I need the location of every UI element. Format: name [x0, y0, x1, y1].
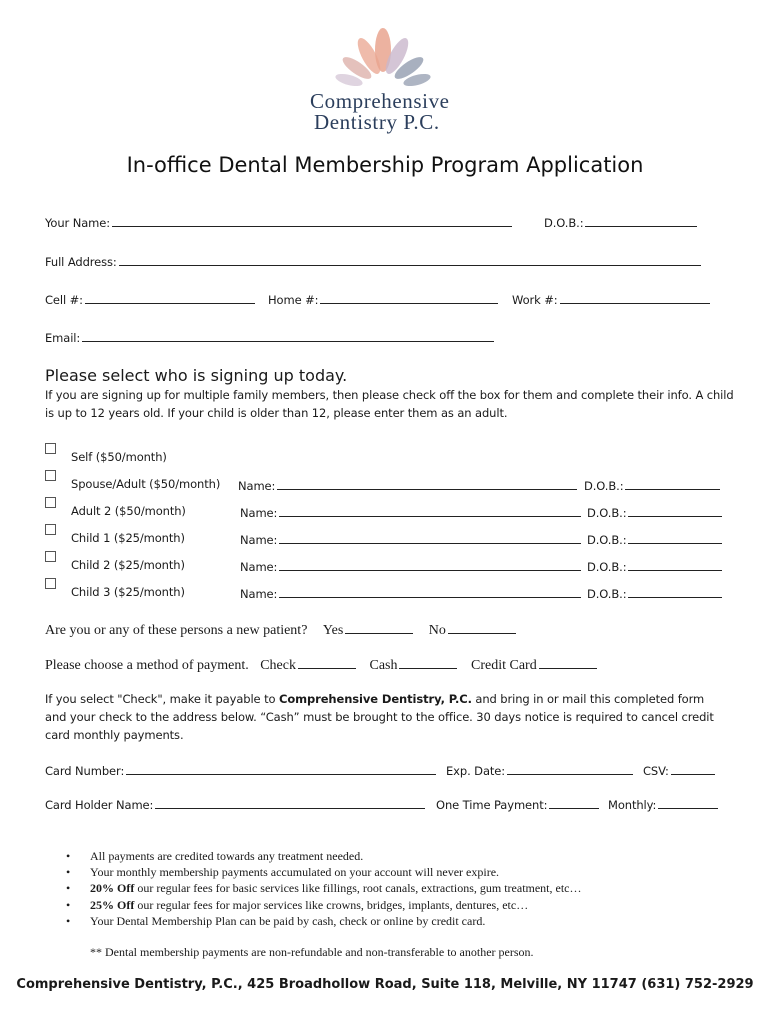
dob-label: D.O.B.: [544, 216, 584, 230]
option-label: Self ($50/month) [71, 450, 167, 464]
list-item [64, 913, 582, 929]
child3-dob-field[interactable] [587, 585, 724, 601]
dob-label: D.O.B.: [587, 587, 627, 601]
check-option[interactable] [260, 658, 358, 673]
company-logo [300, 26, 472, 136]
no-line[interactable] [448, 620, 516, 634]
name-label: Name: [240, 587, 278, 601]
email-field[interactable] [45, 329, 496, 345]
child1-name-field[interactable] [240, 531, 583, 547]
csv-field[interactable] [643, 762, 717, 778]
your-name-line[interactable] [112, 214, 512, 227]
option-label: Spouse/Adult ($50/month) [71, 477, 221, 491]
cash-label: Cash [369, 658, 398, 673]
name-line[interactable] [279, 585, 581, 598]
yes-label: Yes [322, 623, 344, 638]
bullet-bold: 25% Off [90, 897, 135, 912]
dob-label: D.O.B.: [584, 479, 624, 493]
disclaimer: ** Dental membership payments are non-refundable and non-transferable to another person. [90, 945, 534, 959]
bullet-text: Your Dental Membership Plan can be paid by cash, check or online by credit card. [90, 913, 486, 928]
check-label: Check [260, 658, 296, 673]
name-line[interactable] [279, 531, 581, 544]
child2-name-field[interactable] [240, 558, 583, 574]
footer-address [0, 977, 770, 992]
card-holder-field[interactable] [45, 796, 427, 812]
payment-note [45, 690, 725, 744]
section-instructions: If you are signing up for multiple family members, then please check off the box for them and complete their info. A child is up to 12 years old. If your child is older than 12, please enter them as an adult. [45, 388, 734, 420]
your-name-field[interactable] [45, 214, 514, 230]
card-number-field[interactable] [45, 762, 438, 778]
list-item [64, 880, 582, 896]
lotus-logo-icon [333, 26, 433, 92]
dob-label: D.O.B.: [587, 533, 627, 547]
cell-line[interactable] [85, 291, 255, 304]
csv-label: CSV: [643, 764, 669, 778]
list-item [64, 897, 582, 913]
credit-card-label: Credit Card [470, 658, 537, 673]
logo-line-1: Comprehensive [310, 89, 450, 113]
bullet-text: Your monthly membership payments accumulated on your account will never expire. [90, 865, 500, 880]
bullet-text: our regular fees for basic services like fillings, root canals, extractions, gum treatment, etc… [134, 881, 582, 896]
child3-name-field[interactable] [240, 585, 583, 601]
no-label: No [428, 623, 446, 638]
dob-line[interactable] [585, 214, 697, 227]
dob-label: D.O.B.: [587, 506, 627, 520]
home-line[interactable] [320, 291, 498, 304]
bullet-text: All payments are credited towards any treatment needed. [90, 849, 364, 863]
yes-option[interactable] [323, 623, 415, 638]
dob-line[interactable] [628, 585, 722, 598]
section-heading: Please select who is signing up today. [45, 366, 348, 385]
work-line[interactable] [560, 291, 710, 304]
exp-date-line[interactable] [507, 762, 633, 775]
dob-line[interactable] [628, 531, 722, 544]
spouse-checkbox[interactable] [45, 470, 56, 481]
cell-field[interactable] [45, 291, 257, 307]
full-address-label: Full Address: [45, 255, 117, 269]
option-label: Adult 2 ($50/month) [71, 504, 186, 518]
option-label: Child 2 ($25/month) [71, 558, 185, 572]
cell-label: Cell #: [45, 293, 83, 307]
name-label: Name: [240, 506, 278, 520]
payee-name: Comprehensive Dentistry, P.C. [279, 692, 472, 706]
logo-line-2: Dentistry P.C. [314, 110, 440, 134]
dob-line[interactable] [628, 504, 722, 517]
adult2-name-field[interactable] [240, 504, 583, 520]
spouse-dob-field[interactable] [584, 477, 722, 493]
monthly-field[interactable] [608, 796, 720, 812]
home-field[interactable] [268, 291, 500, 307]
email-line[interactable] [82, 329, 494, 342]
credit-card-option[interactable] [471, 658, 599, 673]
page-title: In-office Dental Membership Program Application [126, 153, 644, 177]
bullet-bold: 20% Off [90, 881, 135, 896]
adult2-dob-field[interactable] [587, 504, 724, 520]
bullet-text: our regular fees for major services like crowns, bridges, implants, dentures, etc… [134, 897, 529, 912]
work-field[interactable] [512, 291, 712, 307]
footer-contact: , 425 Broadhollow Road, Suite 118, Melville, NY 11747 (631) 752-2929 [237, 977, 754, 992]
name-line[interactable] [277, 477, 577, 490]
child1-checkbox[interactable] [45, 524, 56, 535]
payment-note-post: and bring in or mail this completed form and your check to the address below. “Cash” must be brought to the office. 30 days notice is required to cancel credit card monthly payments. [45, 692, 714, 742]
cash-option[interactable] [369, 658, 459, 673]
self-checkbox[interactable] [45, 443, 56, 454]
payment-method-question [45, 655, 599, 674]
footer-company: Comprehensive Dentistry, P.C. [16, 977, 238, 992]
new-patient-question [45, 620, 518, 639]
home-label: Home #: [268, 293, 319, 307]
card-holder-label: Card Holder Name: [45, 798, 154, 812]
your-name-label: Your Name: [45, 216, 111, 230]
new-patient-text: Are you or any of these persons a new patient? [45, 623, 308, 638]
full-address-field[interactable] [45, 253, 703, 269]
dob-line[interactable] [628, 558, 722, 571]
one-time-payment-field[interactable] [436, 796, 601, 812]
cash-line[interactable] [399, 655, 457, 669]
one-time-label: One Time Payment: [436, 798, 548, 812]
yes-line[interactable] [345, 620, 413, 634]
list-item [64, 864, 582, 880]
benefits-list [64, 848, 582, 929]
no-option[interactable] [429, 623, 518, 638]
list-item [64, 848, 582, 864]
one-time-line[interactable] [549, 796, 599, 809]
full-address-line[interactable] [119, 253, 701, 266]
card-number-line[interactable] [126, 762, 436, 775]
exp-date-label: Exp. Date: [446, 764, 506, 778]
credit-card-line[interactable] [539, 655, 597, 669]
name-label: Name: [240, 533, 278, 547]
dob-line[interactable] [625, 477, 720, 490]
child1-dob-field[interactable] [587, 531, 724, 547]
name-label: Name: [238, 479, 276, 493]
monthly-label: Monthly: [608, 798, 657, 812]
child2-checkbox[interactable] [45, 551, 56, 562]
option-label: Child 3 ($25/month) [71, 585, 185, 599]
adult2-checkbox[interactable] [45, 497, 56, 508]
child2-dob-field[interactable] [587, 558, 724, 574]
email-label: Email: [45, 331, 81, 345]
dob-label: D.O.B.: [587, 560, 627, 574]
work-label: Work #: [512, 293, 558, 307]
card-holder-line[interactable] [155, 796, 425, 809]
name-line[interactable] [279, 504, 581, 517]
option-label: Child 1 ($25/month) [71, 531, 185, 545]
payment-method-text: Please choose a method of payment. [45, 658, 249, 673]
name-line[interactable] [279, 558, 581, 571]
payment-note-pre: If you select "Check", make it payable to [45, 692, 279, 706]
csv-line[interactable] [671, 762, 715, 775]
name-label: Name: [240, 560, 278, 574]
card-number-label: Card Number: [45, 764, 125, 778]
dob-field[interactable] [544, 214, 699, 230]
exp-date-field[interactable] [446, 762, 635, 778]
child3-checkbox[interactable] [45, 578, 56, 589]
spouse-name-field[interactable] [238, 477, 579, 493]
monthly-line[interactable] [658, 796, 718, 809]
check-line[interactable] [298, 655, 356, 669]
